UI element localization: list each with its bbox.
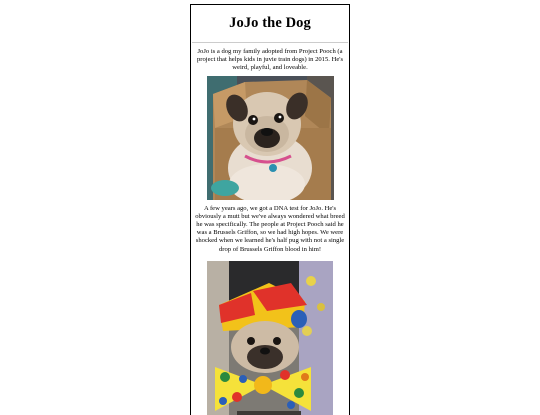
page-title: JoJo the Dog (229, 15, 311, 31)
article-card (190, 4, 350, 415)
intro-paragraph: JoJo is a dog my family adopted from Project Pooch (a project that helps kids in juvie train dogs) in 2015. He's weird, playful, and loveable. (196, 48, 344, 72)
dog-in-costume-photo (207, 261, 333, 415)
title-divider (192, 42, 348, 43)
dna-story-paragraph: A few years ago, we got a DNA test for JoJo. He's obviously a mutt but we've always wondered what breed he was specifically. The people at Project Pooch said he was a Brussels Griffon, so we had high hopes. We were shocked when we learned he's half pug with not a single drop of Brussels Griffon blood in him! (195, 204, 345, 253)
dog-in-box-photo (207, 76, 334, 200)
